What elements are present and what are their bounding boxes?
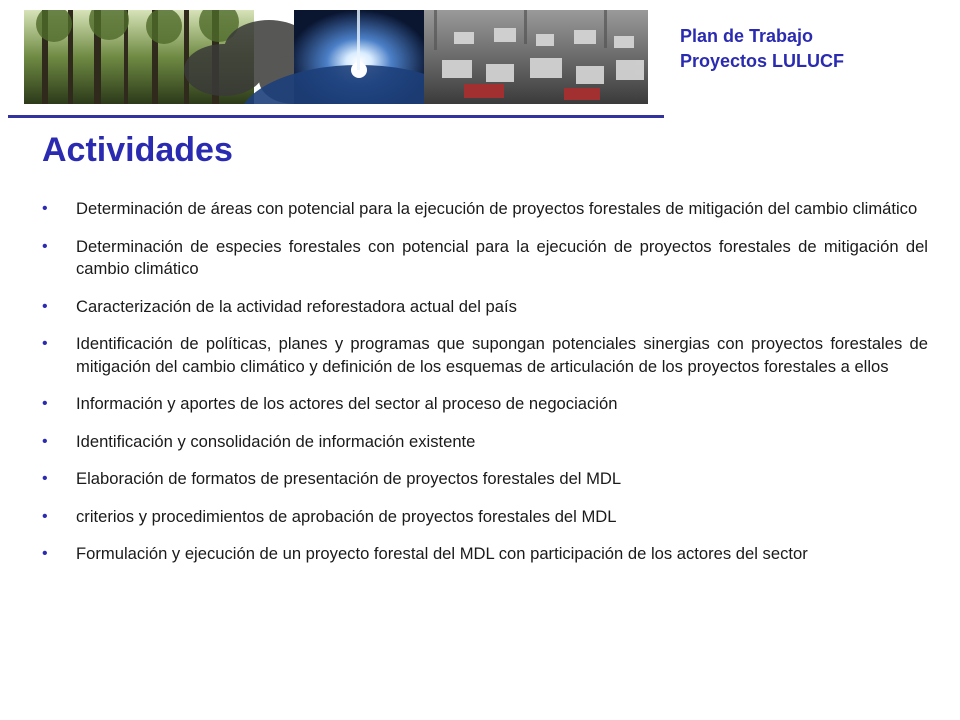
list-item-text: Formulación y ejecución de un proyecto forestal del MDL con participación de los actores del sector	[76, 544, 808, 563]
list-item-text: Elaboración de formatos de presentación de proyectos forestales del MDL	[76, 469, 622, 488]
list-item	[42, 506, 928, 529]
list-item	[42, 333, 928, 378]
list-item	[42, 296, 928, 319]
list-item	[42, 431, 928, 454]
header-banner-image	[24, 10, 648, 104]
list-item	[42, 198, 928, 221]
activities-list	[42, 198, 928, 566]
list-item-text: Identificación y consolidación de información existente	[76, 431, 476, 451]
header-text-block	[680, 24, 844, 74]
list-item-text: criterios y procedimientos de aprobación de proyectos forestales del MDL	[76, 506, 617, 526]
bullet-icon: •	[42, 237, 48, 255]
bullet-icon: •	[42, 200, 48, 217]
list-item	[42, 543, 928, 566]
list-item	[42, 393, 928, 416]
bullet-icon: •	[42, 395, 48, 412]
list-item-text: Caracterización de la actividad reforestadora actual del país	[76, 296, 517, 316]
list-item-text: Determinación de áreas con potencial para la ejecución de proyectos forestales de mitigación del cambio climático	[76, 199, 918, 218]
slide-title: Actividades	[42, 131, 233, 169]
list-item	[42, 236, 928, 281]
bullet-icon: •	[42, 507, 48, 525]
bullet-icon: •	[42, 335, 48, 352]
bullet-icon: •	[42, 545, 48, 562]
list-item	[42, 468, 928, 491]
header-line-1: Plan de Trabajo	[680, 26, 814, 46]
bullet-icon: •	[42, 432, 48, 450]
bullet-icon: •	[42, 297, 48, 315]
header-line-2: Proyectos LULUCF	[680, 51, 845, 71]
bullet-icon: •	[42, 470, 48, 487]
list-item-text: Información y aportes de los actores del sector al proceso de negociación	[76, 394, 618, 413]
header-divider	[8, 115, 664, 118]
list-item-text: Determinación de especies forestales con potencial para la ejecución de proyectos forestales de mitigación del cambio climático	[76, 236, 928, 278]
list-item-text: Identificación de políticas, planes y programas que supongan potenciales sinergias con proyectos forestales de mitigación del cambio climático y definición de los esquemas de articulación de los proyectos forestales a ellos	[76, 334, 928, 376]
